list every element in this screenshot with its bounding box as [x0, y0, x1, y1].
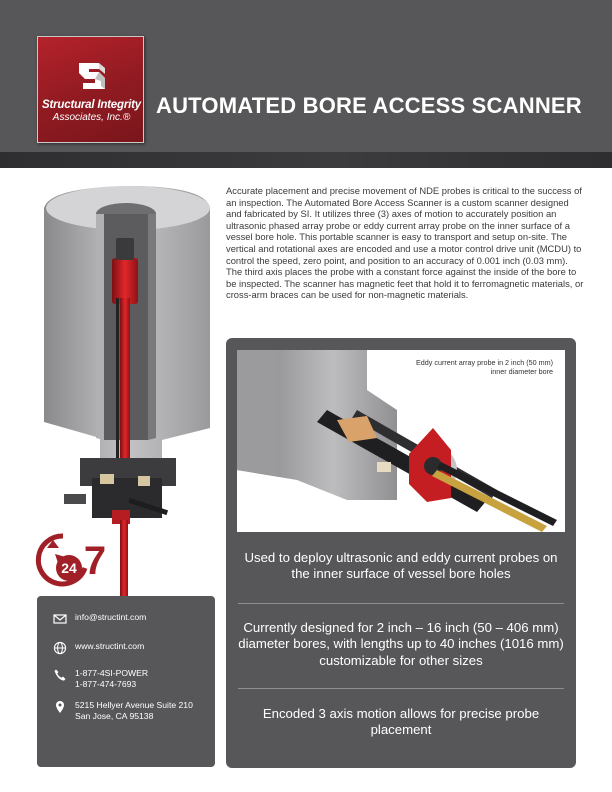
badge-24-text: 24 — [61, 560, 77, 576]
contact-address-row — [53, 700, 193, 721]
map-pin-icon — [53, 700, 67, 714]
badge-7-text: 7 — [83, 539, 107, 583]
contact-box — [37, 596, 215, 767]
contact-phone-1[interactable]: 1-877-4SI-POWER — [75, 668, 149, 678]
globe-icon — [53, 641, 67, 655]
contact-address-1: 5215 Hellyer Avenue Suite 210 — [75, 700, 193, 710]
logo-company-name: Structural Integrity — [42, 99, 141, 111]
logo-company-suffix: Associates, Inc.® — [52, 112, 131, 123]
feature-panel — [226, 338, 576, 768]
feature-item: Used to deploy ultrasonic and eddy current probes on the inner surface of vessel bore holes — [244, 550, 558, 582]
contact-phone-row[interactable] — [53, 668, 148, 689]
photo-caption-line-2: inner diameter bore — [490, 367, 553, 376]
contact-email[interactable]: info@structint.com — [75, 612, 147, 622]
envelope-icon — [53, 612, 67, 626]
probe-photo — [237, 350, 565, 532]
feature-item: Currently designed for 2 inch – 16 inch (50 – 406 mm) diameter bores, with lengths up to 40 inches (1016 mm) customizable for other sizes — [238, 620, 564, 668]
feature-divider — [238, 603, 564, 604]
company-logo — [37, 36, 144, 143]
contact-email-row[interactable] — [53, 612, 146, 626]
contact-phone-2[interactable]: 1-877-474-7693 — [75, 678, 137, 689]
clock-24-7-icon — [33, 530, 111, 590]
intro-paragraph: Accurate placement and precise movement of NDE probes is critical to the success of an inspection. The Automated Bore Access Scanner is a custom scanner designed and fabricated by SI. It utilizes three (3) axes of motion to accurately position an ultrasonic phased array probe or eddy current array probe on the inner surface of a vessel bore hole. This portable scanner is easy to transport and setup on-site. The vertical and rotational axes are encoded and use a motor control drive unit (MCDU) to control the speed, zero point, and position to an accuracy of 0.001 inch (0.03 mm). The third axis places the probe with a constant force against the inside of the bore to be inspected. The scanner has magnetic feet that hold it to ferromagnetic materials, or cross-arm braces can be used for non-magnetic materials. — [226, 185, 584, 301]
photo-caption-line-1: Eddy current array probe in 2 inch (50 mm) — [415, 358, 553, 367]
logo-mark-icon — [75, 59, 109, 93]
header-stripe — [0, 152, 612, 168]
probe-photo-illustration — [237, 350, 565, 532]
feature-divider — [238, 688, 564, 689]
phone-icon — [53, 668, 67, 682]
page-title: AUTOMATED BORE ACCESS SCANNER — [156, 93, 582, 118]
contact-website[interactable]: www.structint.com — [75, 641, 145, 651]
contact-address-2: San Jose, CA 95138 — [75, 710, 154, 721]
contact-website-row[interactable] — [53, 641, 144, 655]
feature-item: Encoded 3 axis motion allows for precise probe placement — [262, 706, 540, 738]
